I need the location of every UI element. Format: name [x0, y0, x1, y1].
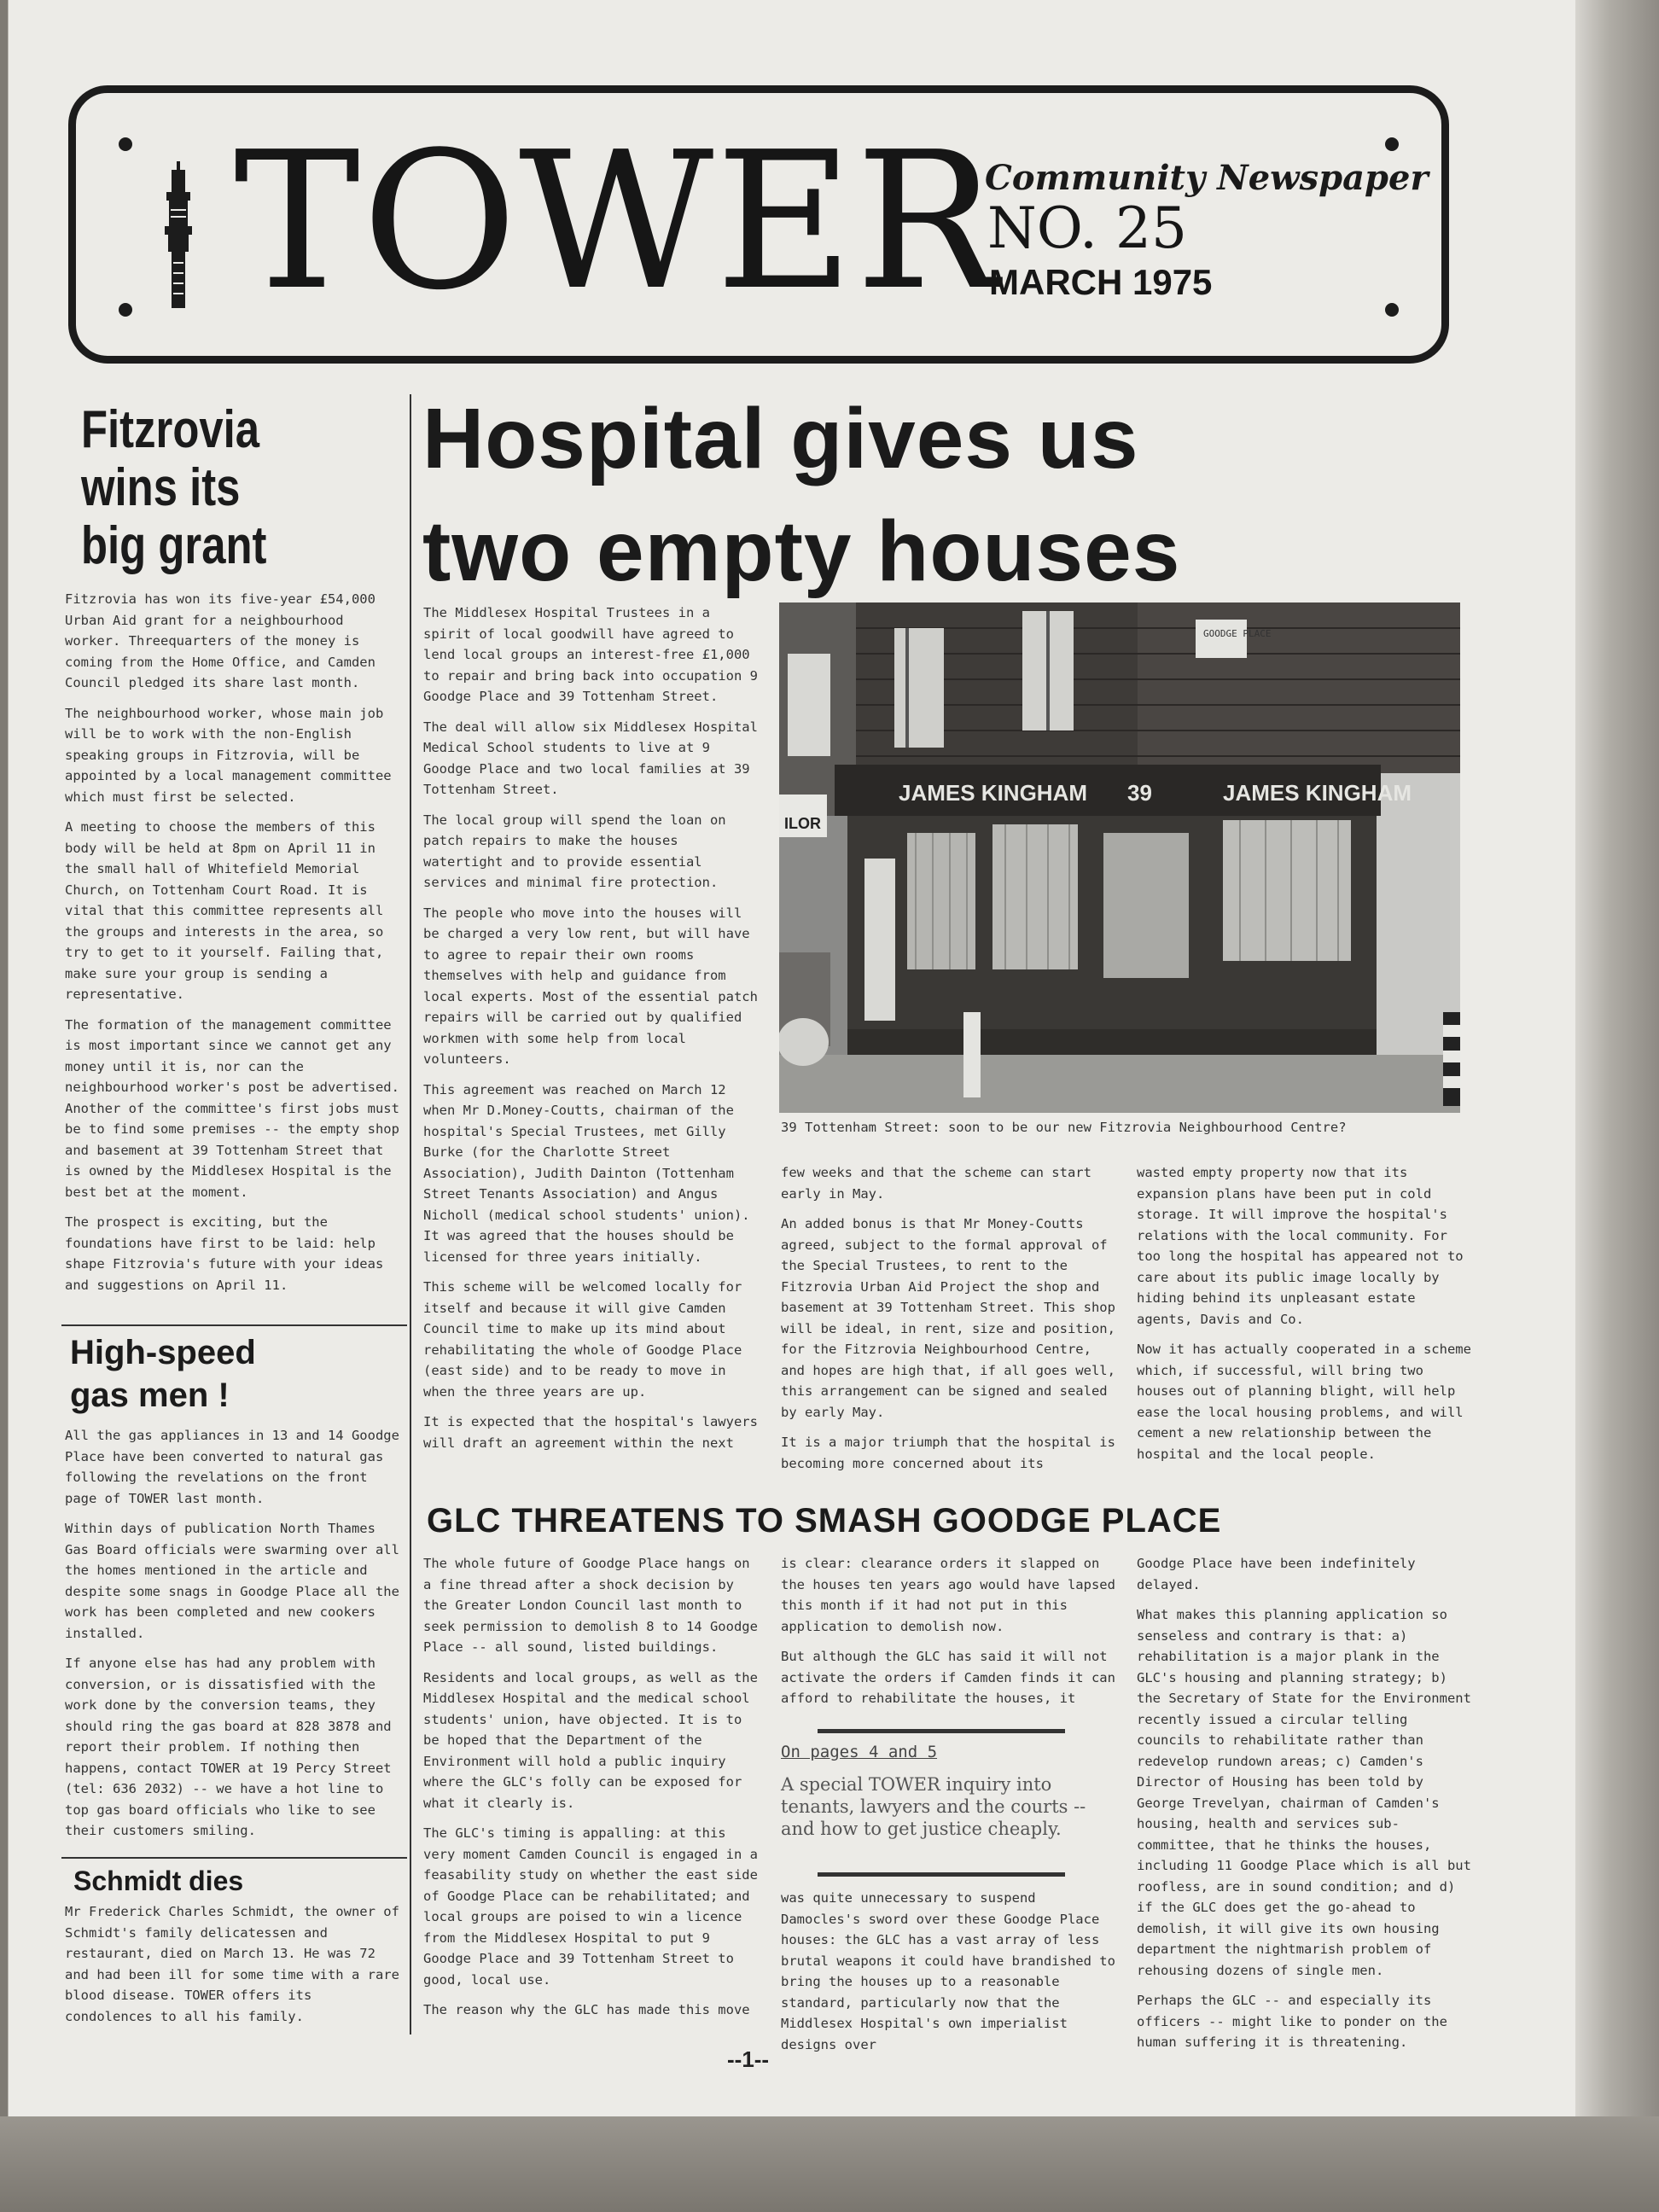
newspaper-page: [9, 0, 1575, 2116]
paragraph: The prospect is exciting, but the foundations have first to be laid: help shape Fitzrovia's future with your ideas and suggestions on April 11.: [65, 1214, 384, 1293]
gas-body: [65, 1425, 399, 1851]
paragraph: The Middlesex Hospital Trustees in a spirit of local goodwill have agreed to lend local groups an interest-free £1,000 to repair and bring back into occupation 9 Goodge Place and 39 Tottenham Street.: [423, 605, 758, 704]
paragraph: This scheme will be welcomed locally for itself and because it will give Camden Council time to make up its mind about rehabilitating the whole of Goodge Place (east side) and to be ready to move in when the three years are up.: [423, 1279, 742, 1400]
paragraph: This agreement was reached on March 12 when Mr D.Money-Coutts, chairman of the hospital's Special Trustees, met Gilly Burke (for the Charlotte Street Association), Judith Dainton (Tottenham Street Tenants Association) and Angus Nicholl (medical school students' union). It was agreed that the houses should be licensed for three years initially.: [423, 1081, 750, 1265]
paragraph: Within days of publication North Thames Gas Board officials were swarming over all the homes mentioned in the article and despite some snags in Goodge Place all the work has been completed and new cookers installed.: [65, 1521, 399, 1641]
fitzrovia-body: [65, 589, 399, 1305]
rivet: [1385, 137, 1399, 151]
hospital-col-3: [1137, 1162, 1476, 1474]
headline-line: Fitzrovia: [81, 400, 260, 459]
issue-number: NO. 25: [987, 195, 1187, 261]
paragraph: The deal will allow six Middlesex Hospital Medical School students to live at 9 Goodge Place and two local families at 39 Tottenham Street.: [423, 719, 758, 797]
paragraph: An added bonus is that Mr Money-Coutts agreed, subject to the formal approval of the Special Trustees, to rent to the Fitzrovia Urban Aid Project the shop and basement at 39 Tottenham Street. This shop will be ideal, in rent, size and position, for the Fitzrovia Neighbourhood Centre, and hopes are high that, if all goes well, this arrangement can be signed and sealed by early May.: [781, 1216, 1115, 1420]
post-office-tower-icon: [160, 161, 197, 308]
street-sign-text: GOODGE PLACE: [1203, 628, 1272, 639]
sidebox-title: On pages 4 and 5: [781, 1743, 938, 1761]
headline-line: wins its: [81, 458, 241, 517]
hospital-col-2: [781, 1162, 1121, 1483]
divider: [61, 1324, 407, 1326]
schmidt-headline: Schmidt dies: [73, 1866, 244, 1896]
paragraph: It is expected that the hospital's lawyers will draft an agreement within the next: [423, 1414, 758, 1451]
paragraph: Mr Frederick Charles Schmidt, the owner of Schmidt's family delicatessen and restaurant, died on March 13. He was 72 and had been ill for some time with a rare blood disease. TOWER offers its condolences to all his family.: [65, 1904, 399, 2024]
rivet: [119, 303, 132, 317]
headline-line: High-speed: [70, 1334, 256, 1371]
issue-date: MARCH 1975: [989, 262, 1213, 302]
glc-col-2: [781, 1553, 1121, 1719]
paragraph: few weeks and that the scheme can start early in May.: [781, 1165, 1091, 1202]
paragraph: If anyone else has had any problem with conversion, or is dissatisfied with the work done by the conversion teams, they should ring the gas board at 828 3878 and report their problem. If nothing then happens, contact TOWER at 19 Percy Street (tel: 636 2032) -- we have a hot line to top gas board officials who like to see their customers smiling.: [65, 1656, 392, 1838]
paragraph: The reason why the GLC has made this move: [423, 2002, 750, 2017]
schmidt-body: [65, 1901, 399, 2036]
page-number: --1--: [727, 2046, 770, 2072]
glc-col-3: [1137, 1553, 1478, 2063]
shop-sign-right: JAMES KINGHAM: [1223, 780, 1412, 806]
paragraph: Perhaps the GLC -- and especially its officers -- might like to ponder on the human suffering it is threatening.: [1137, 1993, 1447, 2050]
paragraph: Fitzrovia has won its five-year £54,000 Urban Aid grant for a neighbourhood worker. Threequarters of the money is coming from the Home Office, and Camden Council pledged its share last month.: [65, 591, 375, 690]
glc-col-2b: [781, 1888, 1121, 2064]
headline-line: Hospital gives us: [422, 391, 1139, 486]
hospital-headline: [422, 382, 1489, 608]
glc-col-1: [423, 1553, 765, 2030]
paragraph: The GLC's timing is appalling: at this very moment Camden Council is engaged in a feasability study on whether the east side of Goodge Place can be rehabilitated; and local groups are poised to win a licence from the Middlesex Hospital to put 9 Goodge Place and 39 Tottenham Street to good, local use.: [423, 1825, 758, 1988]
paragraph: The neighbourhood worker, whose main job will be to work with the non-English speaking groups in Fitzrovia, will be appointed by a local management committee which must first be selected.: [65, 705, 392, 805]
photo-illustration: [779, 602, 1460, 1113]
fitzrovia-headline: [81, 401, 347, 575]
shop-sign-left: JAMES KINGHAM: [899, 780, 1088, 806]
paragraph: What makes this planning application so senseless and contrary is that: a) rehabilitation is a major plank in the GLC's housing and planning strategy; b) the Secretary of State for the Environment recently issued a circular telling councils to rehabilitate rather than redevelop rundown areas; c) Camden's Director of Housing has been told by George Trevelyan, chairman of Camden's housing, health and services sub-committee, that he thinks the houses, including 11 Goodge Place which is all but roofless, are in sound condition; and d) if the GLC does get the go-ahead to demolish, it will give its own housing department the nightmarish problem of rehousing dozens of single men.: [1137, 1607, 1471, 1978]
shop-number: 39: [1127, 780, 1152, 806]
shop-photo: [779, 602, 1460, 1113]
hospital-col-1: [423, 602, 765, 1463]
photo-caption: 39 Tottenham Street: soon to be our new Fitzrovia Neighbourhood Centre?: [781, 1120, 1347, 1135]
paragraph: A meeting to choose the members of this body will be held at 8pm on April 11 in the small hall of Whitefield Memorial Church, on Tottenham Court Road. It is vital that this committee represents all the groups and interests in the area, so try to get to it yourself. Failing that, make sure your group is sending a representative.: [65, 819, 384, 1002]
gas-headline: [70, 1331, 394, 1417]
column-rule: [410, 394, 411, 2034]
paragraph: is clear: clearance orders it slapped on the houses ten years ago would have lapsed this month if it had not put in this application to demolish now.: [781, 1556, 1115, 1634]
paragraph: Residents and local groups, as well as the Middlesex Hospital and the medical school students' union, have objected. It is to be hoped that the Department of the Environment will hold a public inquiry where the GLC's folly can be exposed for what it clearly is.: [423, 1669, 758, 1811]
divider: [61, 1857, 407, 1859]
paragraph: wasted empty property now that its expansion plans have been put in cold storage. It will improve the hospital's relations with the local community. For too long the hospital has appeared not to care about its public image locally by hiding behind its unpleasant estate agents, Davis and Co.: [1137, 1165, 1464, 1327]
masthead: [68, 85, 1449, 364]
paragraph: was quite unnecessary to suspend Damocles's sword over these Goodge Place houses: the GLC has a vast array of less brutal weapons it could have brandished to bring the houses up to a reasonable standard, particularly now that the Middlesex Hospital's own imperialist designs over: [781, 1890, 1115, 2052]
headline-line: gas men !: [70, 1377, 230, 1414]
table-surface: [0, 2116, 1659, 2212]
sidebox-body: A special TOWER inquiry into tenants, lawyers and the courts -- and how to get justice cheaply.: [781, 1774, 1086, 1839]
paragraph: Goodge Place have been indefinitely delayed.: [1137, 1556, 1416, 1592]
paragraph: All the gas appliances in 13 and 14 Goodge Place have been converted to natural gas following the revelations on the front page of TOWER last month.: [65, 1428, 399, 1506]
paragraph: The people who move into the houses will be charged a very low rent, but will have to agree to repair their own rooms themselves with help and guidance from local experts. Most of the essential patch repairs will be carried out by qualified workmen with some help from local volunteers.: [423, 905, 758, 1067]
newspaper-title: TOWER: [234, 112, 1000, 332]
sidebox-bottom-rule: [818, 1872, 1065, 1877]
sidebox-top-rule: [818, 1729, 1065, 1733]
rivet: [119, 137, 132, 151]
paragraph: The whole future of Goodge Place hangs on a fine thread after a shock decision by the Greater London Council last month to seek permission to demolish 8 to 14 Goodge Place -- all sound, listed buildings.: [423, 1556, 758, 1655]
glc-headline: GLC THREATENS TO SMASH GOODGE PLACE: [427, 1502, 1222, 1540]
headline-line: big grant: [81, 516, 267, 575]
paragraph: The formation of the management committee is most important since we cannot get any money until it is, nor can the neighbourhood worker's post be advertised. Another of the committee's first jobs must be to find some premises -- the empty shop and basement at 39 Tottenham Street that is owned by the Middlesex Hospital is the best bet at the moment.: [65, 1016, 399, 1200]
paragraph: But although the GLC has said it will not activate the orders if Camden finds it can afford to rehabilitate the houses, it: [781, 1649, 1115, 1706]
paragraph: The local group will spend the loan on patch repairs to make the houses watertight and to provide essential services and minimal fire protection.: [423, 812, 726, 890]
tailor-sign: ILOR: [784, 815, 821, 832]
rivet: [1385, 303, 1399, 317]
paragraph: Now it has actually cooperated in a scheme which, if successful, will bring two houses out of planning blight, will help ease the local housing problems, and will cement a new relationship between the hospital and the local people.: [1137, 1342, 1471, 1462]
headline-line: two empty houses: [422, 504, 1181, 599]
paragraph: It is a major triumph that the hospital is becoming more concerned about its: [781, 1435, 1115, 1471]
newspaper-subtitle: Community Newspaper: [985, 158, 1429, 198]
paper-stack-edge: [1575, 0, 1659, 2116]
